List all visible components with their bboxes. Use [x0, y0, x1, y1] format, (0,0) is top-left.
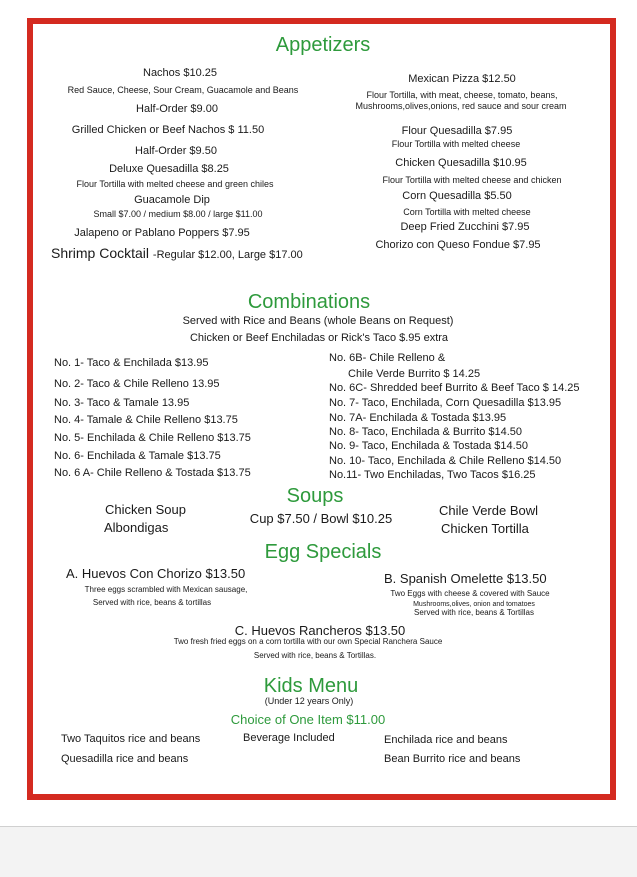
- egg-a-title: A. Huevos Con Chorizo $13.50: [66, 566, 246, 581]
- egg-b-desc-2: Mushrooms,olives, onion and tomatoes: [413, 601, 535, 608]
- egg-a-desc-1: Three eggs scrambled with Mexican sausage,: [84, 585, 248, 594]
- kids-item-quesadilla: Quesadilla rice and beans: [61, 753, 189, 765]
- kids-choice-price: Choice of One Item $11.00: [230, 712, 386, 727]
- combo-6c: No. 6C- Shredded beef Burrito & Beef Taco $ 14.25: [329, 382, 580, 394]
- combo-1: No. 1- Taco & Enchilada $13.95: [54, 357, 209, 369]
- flour-quesadilla-item: Flour Quesadilla $7.95: [401, 125, 513, 137]
- chicken-quesadilla-item: Chicken Quesadilla $10.95: [395, 157, 527, 169]
- grilled-nachos-item: Grilled Chicken or Beef Nachos $ 11.50: [71, 124, 265, 136]
- soups-heading: Soups: [286, 485, 344, 507]
- soup-chicken-tortilla: Chicken Tortilla: [441, 521, 529, 536]
- combo-8: No. 8- Taco, Enchilada & Burrito $14.50: [329, 426, 523, 438]
- soup-albondigas: Albondigas: [104, 520, 169, 535]
- combinations-subtitle-1: Served with Rice and Beans (whole Beans on Request): [182, 315, 454, 327]
- nachos-desc: Red Sauce, Cheese, Sour Cream, Guacamole and Beans: [67, 85, 299, 95]
- combo-3: No. 3- Taco & Tamale 13.95: [54, 397, 190, 409]
- combinations-heading: Combinations: [247, 291, 371, 313]
- egg-b-title: B. Spanish Omelette $13.50: [384, 571, 547, 586]
- combo-7: No. 7- Taco, Enchilada, Corn Quesadilla $13.95: [329, 397, 562, 409]
- combo-5: No. 5- Enchilada & Chile Relleno $13.75: [54, 432, 251, 444]
- chicken-quesadilla-desc: Flour Tortilla with melted cheese and chicken: [382, 175, 562, 185]
- shrimp-cocktail-prices: -Regular $12.00, Large $17.00: [152, 249, 303, 261]
- corn-quesadilla-desc: Corn Tortilla with melted cheese: [403, 207, 531, 217]
- mexican-pizza-item: Mexican Pizza $12.50: [408, 73, 516, 85]
- guacamole-dip-item: Guacamole Dip: [134, 194, 210, 206]
- fried-zucchini-item: Deep Fried Zucchini $7.95: [400, 221, 530, 233]
- scan-bottom-strip: [0, 826, 637, 877]
- shrimp-cocktail-item: Shrimp Cocktail -Regular $12.00, Large $17.00: [51, 245, 303, 261]
- combo-6: No. 6- Enchilada & Tamale $13.75: [54, 450, 221, 462]
- deluxe-quesadilla-item: Deluxe Quesadilla $8.25: [109, 163, 229, 175]
- soup-chile-verde: Chile Verde Bowl: [439, 503, 538, 518]
- combo-4: No. 4- Tamale & Chile Relleno $13.75: [54, 414, 238, 426]
- egg-b-desc-1: Two Eggs with cheese & covered with Sauce: [390, 589, 550, 598]
- egg-c-title: C. Huevos Rancheros $13.50: [234, 623, 406, 638]
- mexican-pizza-desc-2: Mushrooms,olives,onions, red sauce and sour cream: [355, 101, 567, 111]
- egg-a-desc-2: Served with rice, beans & tortillas: [92, 598, 212, 607]
- soup-prices: Cup $7.50 / Bowl $10.25: [249, 511, 393, 526]
- kids-menu-heading: Kids Menu: [263, 675, 359, 697]
- kids-age-note: (Under 12 years Only): [264, 696, 354, 706]
- combo-11: No.11- Two Enchiladas, Two Tacos $16.25: [329, 469, 536, 481]
- nachos-half-order: Half-Order $9.00: [136, 103, 218, 115]
- egg-c-desc-1: Two fresh fried eggs on a corn tortilla with our own Special Ranchera Sauce: [173, 637, 443, 646]
- combo-6b-line-1: No. 6B- Chile Relleno &: [329, 352, 446, 364]
- appetizers-heading: Appetizers: [275, 34, 371, 56]
- corn-quesadilla-item: Corn Quesadilla $5.50: [402, 190, 512, 202]
- egg-b-desc-3: Served with rice, beans & Tortillas: [414, 608, 534, 617]
- guacamole-dip-sizes: Small $7.00 / medium $8.00 / large $11.00: [93, 209, 263, 219]
- egg-c-desc-2: Served with rice, beans & Tortillas.: [253, 651, 377, 660]
- combo-7a: No. 7A- Enchilada & Tostada $13.95: [329, 412, 507, 424]
- combo-2: No. 2- Taco & Chile Relleno 13.95: [54, 378, 220, 390]
- chorizo-fondue-item: Chorizo con Queso Fondue $7.95: [375, 239, 541, 251]
- combinations-subtitle-2: Chicken or Beef Enchiladas or Rick's Taco $.95 extra: [189, 332, 449, 344]
- combo-10: No. 10- Taco, Enchilada & Chile Relleno $14.50: [329, 455, 562, 467]
- kids-beverage-note: Beverage Included: [243, 732, 335, 744]
- nachos-item: Nachos $10.25: [143, 67, 217, 79]
- poppers-item: Jalapeno or Pablano Poppers $7.95: [74, 227, 250, 239]
- egg-specials-heading: Egg Specials: [264, 541, 382, 563]
- soup-chicken: Chicken Soup: [105, 502, 186, 517]
- mexican-pizza-desc-1: Flour Tortilla, with meat, cheese, tomato, beans,: [366, 90, 558, 100]
- kids-item-taquitos: Two Taquitos rice and beans: [61, 733, 201, 745]
- combo-6a: No. 6 A- Chile Relleno & Tostada $13.75: [54, 467, 251, 479]
- kids-item-bean-burrito: Bean Burrito rice and beans: [384, 753, 521, 765]
- kids-item-enchilada: Enchilada rice and beans: [384, 734, 508, 746]
- flour-quesadilla-desc: Flour Tortilla with melted cheese: [391, 139, 521, 149]
- deluxe-quesadilla-desc: Flour Tortilla with melted cheese and green chiles: [76, 179, 274, 189]
- grilled-nachos-half-order: Half-Order $9.50: [135, 145, 217, 157]
- combo-9: No. 9- Taco, Enchilada & Tostada $14.50: [329, 440, 528, 452]
- combo-6b-line-2: Chile Verde Burrito $ 14.25: [348, 368, 481, 380]
